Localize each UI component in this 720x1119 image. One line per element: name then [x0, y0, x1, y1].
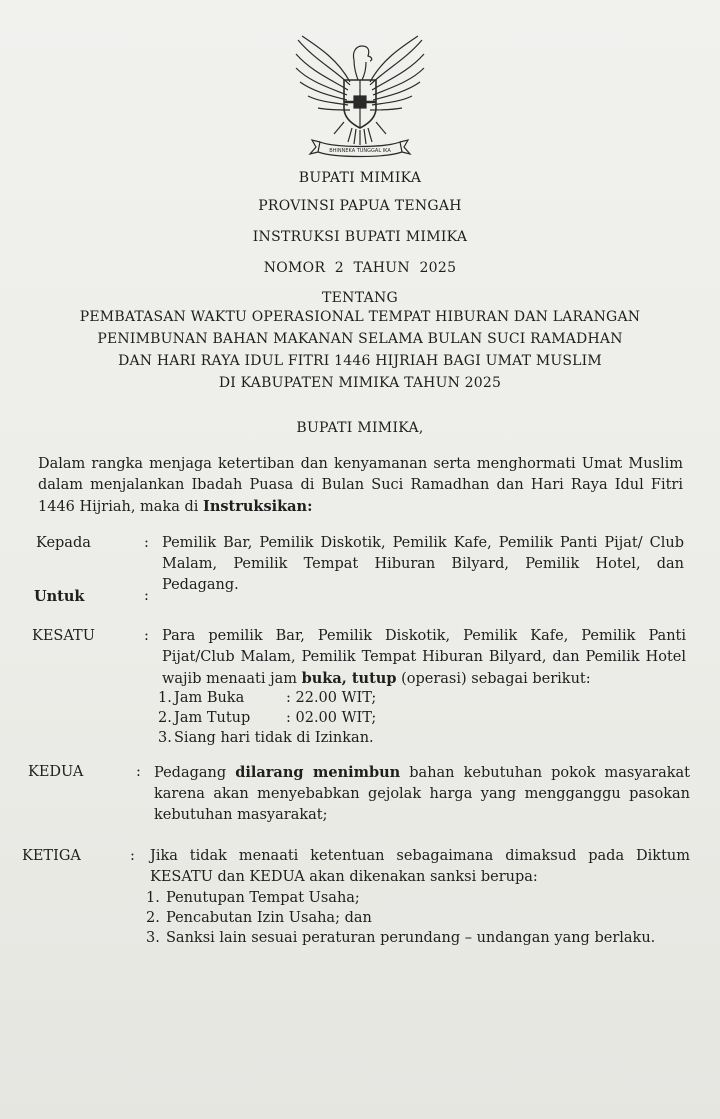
kesatu-text-b: (operasi) sebagai berikut: — [396, 671, 591, 687]
list-item — [158, 688, 658, 708]
item-key: Siang hari tidak di Izinkan. — [174, 730, 374, 746]
untuk-label: Untuk — [34, 588, 85, 605]
garuda-emblem — [290, 30, 430, 165]
item-text: Pencabutan Izin Usaha; dan — [166, 910, 372, 926]
kesatu-list — [158, 688, 658, 748]
svg-text:BHINNEKA TUNGGAL IKA: BHINNEKA TUNGGAL IKA — [329, 148, 391, 154]
heading-bupati: BUPATI MIMIKA — [298, 170, 422, 186]
kesatu-text — [162, 626, 686, 690]
subject-line: PENIMBUNAN BAHAN MAKANAN SELAMA BULAN SUCI RAMADHAN — [97, 331, 623, 347]
kedua-label: KEDUA — [28, 764, 84, 780]
list-item — [146, 928, 694, 972]
list-item — [146, 908, 694, 928]
list-item — [146, 888, 694, 908]
kedua-bold: dilarang menimbun — [235, 764, 401, 781]
list-item — [158, 728, 658, 748]
item-number: 1. — [158, 690, 172, 706]
item-value: : 02.00 WIT; — [286, 710, 377, 726]
heading-nomor: NOMOR 2 TAHUN 2025 — [263, 260, 457, 276]
kesatu-bold: buka, tutup — [301, 670, 397, 687]
item-number: 3. — [146, 930, 160, 946]
item-number: 2. — [158, 710, 172, 726]
subject-title — [60, 306, 660, 394]
kepada-label: Kepada — [36, 535, 91, 551]
item-number: 1. — [146, 890, 160, 906]
kesatu-label: KESATU — [32, 628, 95, 644]
ketiga-text: Jika tidak menaati ketentuan sebagaimana dimaksud pada Diktum KESATU dan KEDUA akan dikenakan sanksi berupa: — [150, 848, 690, 885]
kedua-text — [154, 762, 690, 826]
kesatu-colon: : — [144, 628, 149, 644]
item-text: Sanksi lain sesuai peraturan perundang – undangan yang berlaku. — [166, 930, 656, 946]
heading-instruksi: INSTRUKSI BUPATI MIMIKA — [252, 229, 468, 245]
heading-provinsi: PROVINSI PAPUA TENGAH — [258, 198, 462, 214]
ketiga-label: KETIGA — [22, 848, 81, 864]
kepada-text: Pemilik Bar, Pemilik Diskotik, Pemilik Kafe, Pemilik Panti Pijat/ Club Malam, Pemilik Tempat Hiburan Bilyard, Pemilik Hotel, dan Pedagang. — [162, 535, 684, 593]
item-key: Jam Tutup — [174, 710, 251, 726]
item-number: 3. — [158, 730, 172, 746]
item-text: Penutupan Tempat Usaha; — [166, 890, 360, 906]
kedua-text-a: Pedagang — [154, 765, 236, 781]
preamble — [38, 454, 683, 518]
ketiga-colon: : — [130, 848, 135, 864]
preamble-text: Dalam rangka menjaga ketertiban dan kenyamanan serta menghormati Umat Muslim dalam menjalankan Ibadah Puasa di Bulan Suci Ramadhan dan Hari Raya Idul Fitri 1446 Hijriah, maka di — [38, 456, 683, 515]
kepada-colon: : — [144, 535, 149, 551]
item-number: 2. — [146, 910, 160, 926]
issuer: BUPATI MIMIKA, — [296, 420, 424, 436]
preamble-bold: Instruksikan: — [203, 498, 313, 515]
ketiga-list — [146, 888, 694, 972]
subject-line: PEMBATASAN WAKTU OPERASIONAL TEMPAT HIBURAN DAN LARANGAN — [79, 309, 641, 325]
untuk-colon: : — [144, 588, 149, 604]
kedua-text-b: bahan kebutuhan pokok masyarakat karena akan menyebabkan gejolak harga yang mengganggu pasokan kebutuhan masyarakat; — [154, 765, 691, 823]
kedua-colon: : — [136, 764, 141, 780]
kesatu-text-a: Para pemilik Bar, Pemilik Diskotik, Pemilik Kafe, Pemilik Panti Pijat/Club Malam, Pemilik Tempat Hiburan Bilyard, dan Pemilik Hotel wajib menaati jam — [162, 628, 686, 687]
item-value: : 22.00 WIT; — [286, 690, 377, 706]
heading-tentang: TENTANG — [321, 290, 399, 306]
list-item — [158, 708, 658, 728]
subject-line: DAN HARI RAYA IDUL FITRI 1446 HIJRIAH BAGI UMAT MUSLIM — [118, 353, 602, 369]
item-key: Jam Buka — [174, 690, 245, 706]
subject-line: DI KABUPATEN MIMIKA TAHUN 2025 — [218, 375, 502, 391]
